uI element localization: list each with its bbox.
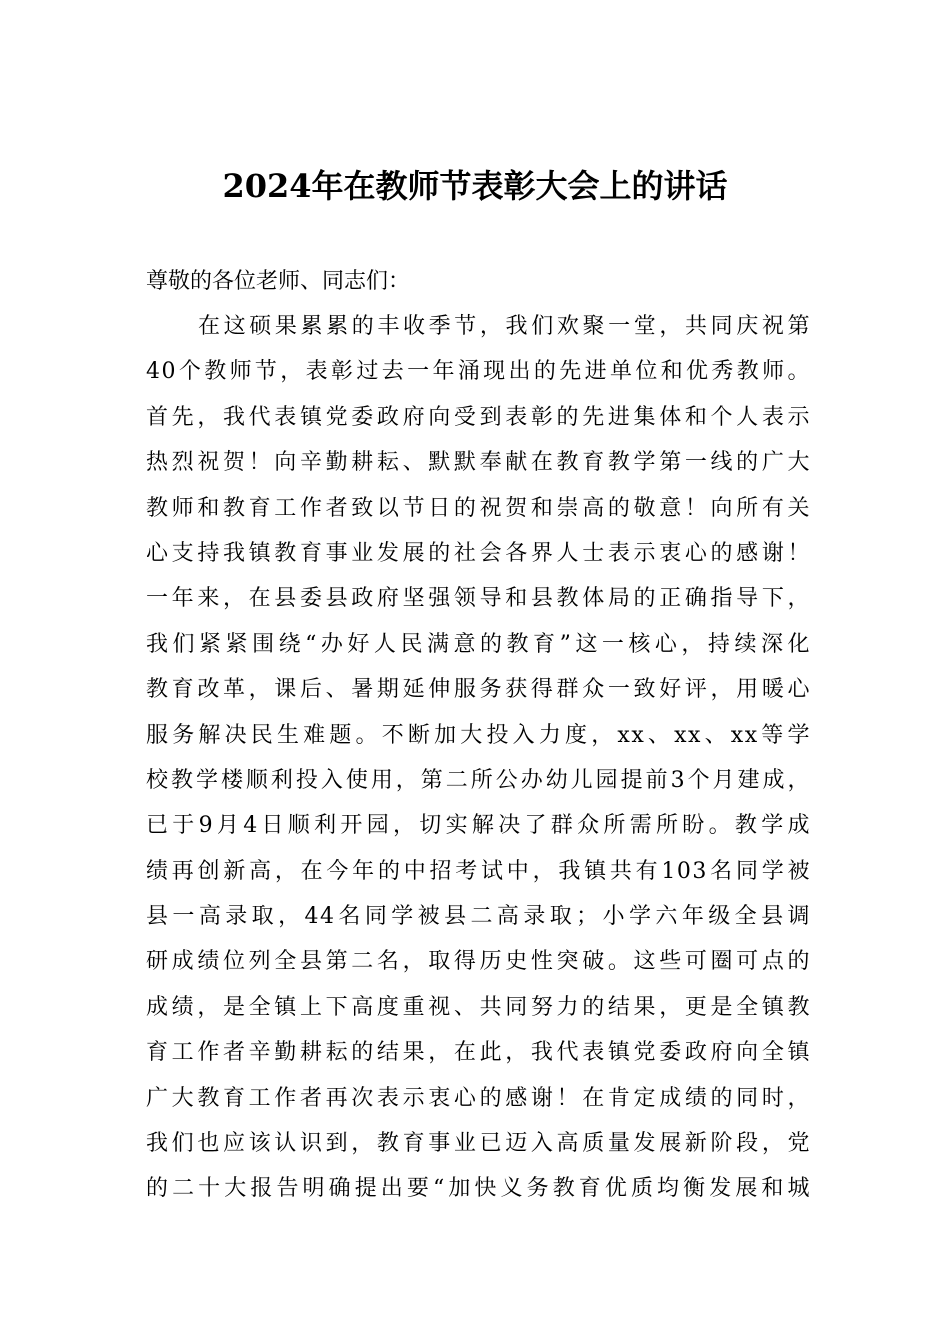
paragraph-line: 首先，我代表镇党委政府向受到表彰的先进集体和个人表示	[146, 404, 811, 430]
body-paragraph	[146, 304, 811, 1212]
document-title: 2024年在教师节表彰大会上的讲话	[222, 167, 728, 205]
paragraph-line: 的二十大报告明确提出要“加快义务教育优质均衡发展和城	[146, 1176, 811, 1202]
paragraph-line: 成绩，是全镇上下高度重视、共同努力的结果，更是全镇教	[146, 994, 811, 1020]
paragraph-line: 绩再创新高，在今年的中招考试中，我镇共有103名同学被	[146, 858, 811, 884]
paragraph-line: 研成绩位列全县第二名，取得历史性突破。这些可圈可点的	[146, 949, 811, 975]
paragraph-line: 教育改革，课后、暑期延伸服务获得群众一致好评，用暖心	[146, 677, 811, 703]
paragraph-line: 县一高录取，44名同学被县二高录取；小学六年级全县调	[146, 904, 811, 930]
paragraph-line: 我们紧紧围绕“办好人民满意的教育”这一核心，持续深化	[146, 631, 811, 657]
salutation: 尊敬的各位老师、同志们：	[146, 269, 411, 294]
paragraph-line: 心支持我镇教育事业发展的社会各界人士表示衷心的感谢！	[146, 540, 811, 566]
paragraph-line: 服务解决民生难题。不断加大投入力度，xx、xx、xx等学	[146, 722, 811, 748]
paragraph-line: 我们也应该认识到，教育事业已迈入高质量发展新阶段，党	[146, 1131, 811, 1157]
paragraph-line: 已于9月4日顺利开园，切实解决了群众所需所盼。教学成	[146, 813, 811, 839]
paragraph-line: 40个教师节，表彰过去一年涌现出的先进单位和优秀教师。	[146, 359, 811, 385]
paragraph-line: 在这硕果累累的丰收季节，我们欢聚一堂，共同庆祝第	[198, 314, 811, 339]
paragraph-line: 热烈祝贺！向辛勤耕耘、默默奉献在教育教学第一线的广大	[146, 450, 811, 476]
paragraph-line: 校教学楼顺利投入使用，第二所公办幼儿园提前3个月建成，	[146, 767, 811, 793]
paragraph-line: 育工作者辛勤耕耘的结果，在此，我代表镇党委政府向全镇	[146, 1040, 811, 1066]
paragraph-line: 广大教育工作者再次表示衷心的感谢！在肯定成绩的同时，	[146, 1085, 811, 1111]
paragraph-line: 一年来，在县委县政府坚强领导和县教体局的正确指导下，	[146, 586, 811, 612]
paragraph-line: 教师和教育工作者致以节日的祝贺和崇高的敬意！向所有关	[146, 495, 811, 521]
